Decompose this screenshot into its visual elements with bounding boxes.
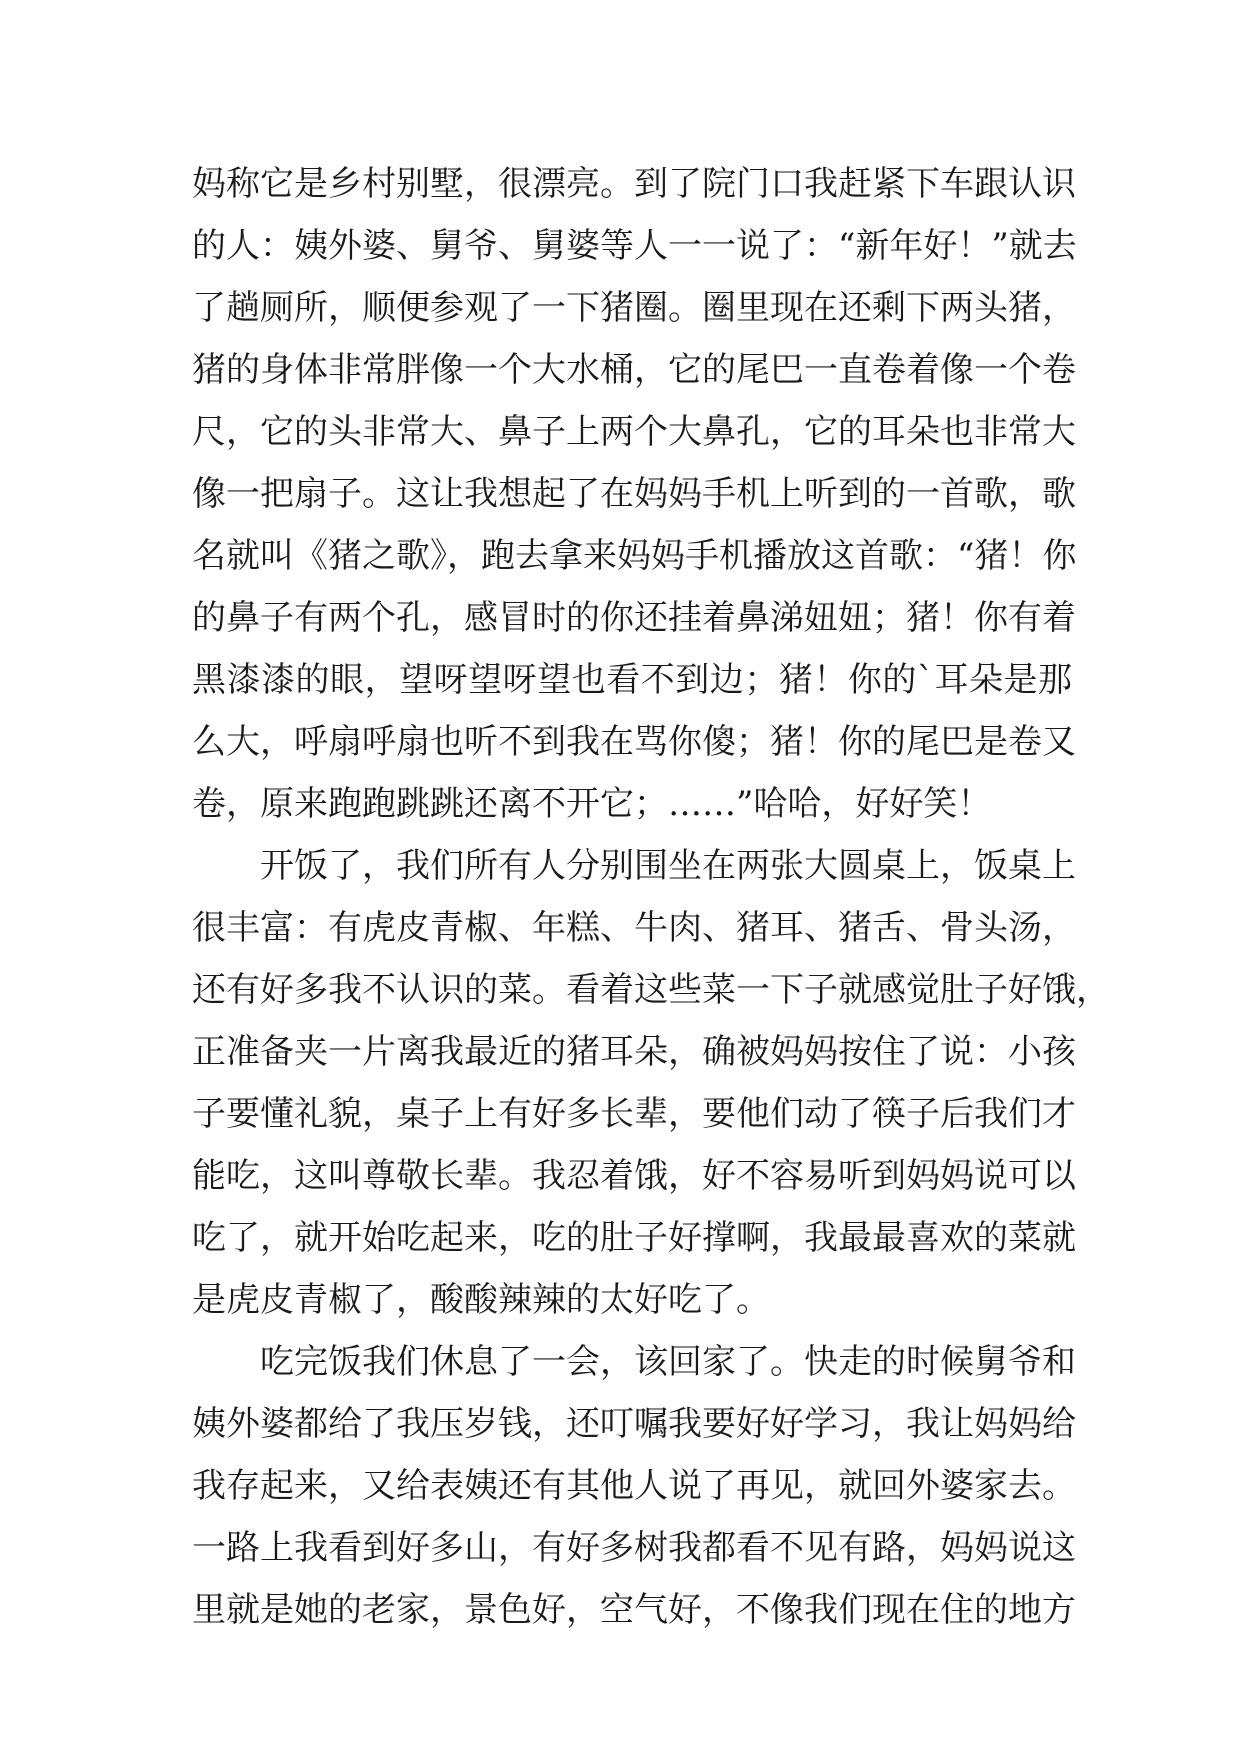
text-line: 很丰富：有虎皮青椒、年糕、牛肉、猪耳、猪舌、骨头汤， [192,908,1076,948]
text-line: 么大，呼扇呼扇也听不到我在骂你傻；猪！你的尾巴是卷又 [192,722,1076,762]
text-line: 吃完饭我们休息了一会，该回家了。快走的时候舅爷和 [260,1342,1076,1382]
paragraph-going-home [192,1336,1076,1636]
text-line: 还有好多我不认识的菜。看着这些菜一下子就感觉肚子好饿， [192,970,1110,1010]
text-line: 正准备夹一片离我最近的猪耳朵，确被妈妈按住了说：小孩 [192,1032,1076,1072]
text-line: 了趟厕所，顺便参观了一下猪圈。圈里现在还剩下两头猪， [192,288,1076,328]
text-line: 姨外婆都给了我压岁钱，还叮嘱我要好好学习，我让妈妈给 [192,1404,1076,1444]
text-line: 卷，原来跑跑跳跳还离不开它；……”哈哈，好好笑！ [192,784,992,824]
text-line: 的鼻子有两个孔，感冒时的你还挂着鼻涕妞妞；猪！你有着 [192,598,1076,638]
text-line: 尺，它的头非常大、鼻子上两个大鼻孔，它的耳朵也非常大 [192,412,1076,452]
text-line: 妈称它是乡村别墅，很漂亮。到了院门口我赶紧下车跟认识 [192,164,1076,204]
body-text [192,158,1110,1646]
text-line: 我存起来，又给表姨还有其他人说了再见，就回外婆家去。 [192,1466,1076,1506]
paragraph-dinner [192,840,1110,1326]
text-line: 一路上我看到好多山，有好多树我都看不见有路，妈妈说这 [192,1528,1076,1568]
text-line: 吃了，就开始吃起来，吃的肚子好撑啊，我最最喜欢的菜就 [192,1218,1076,1258]
text-line: 名就叫《猪之歌》，跑去拿来妈妈手机播放这首歌：“猪！你 [192,536,1077,576]
text-line: 的人：姨外婆、舅爷、舅婆等人一一说了：“新年好！”就去 [192,226,1077,266]
text-line: 开饭了，我们所有人分别围坐在两张大圆桌上，饭桌上 [260,846,1076,886]
text-line: 猪的身体非常胖像一个大水桶，它的尾巴一直卷着像一个卷 [192,350,1076,390]
text-line: 是虎皮青椒了，酸酸辣辣的太好吃了。 [192,1280,770,1320]
text-line: 里就是她的老家，景色好，空气好，不像我们现在住的地方 [192,1590,1076,1630]
text-line: 像一把扇子。这让我想起了在妈妈手机上听到的一首歌，歌 [192,474,1076,514]
text-line: 能吃，这叫尊敬长辈。我忍着饿，好不容易听到妈妈说可以 [192,1156,1076,1196]
text-line: 子要懂礼貌，桌子上有好多长辈，要他们动了筷子后我们才 [192,1094,1076,1134]
paragraph-pig [192,158,1077,830]
text-line: 黑漆漆的眼，望呀望呀望也看不到边；猪！你的`耳朵是那 [192,660,1072,700]
